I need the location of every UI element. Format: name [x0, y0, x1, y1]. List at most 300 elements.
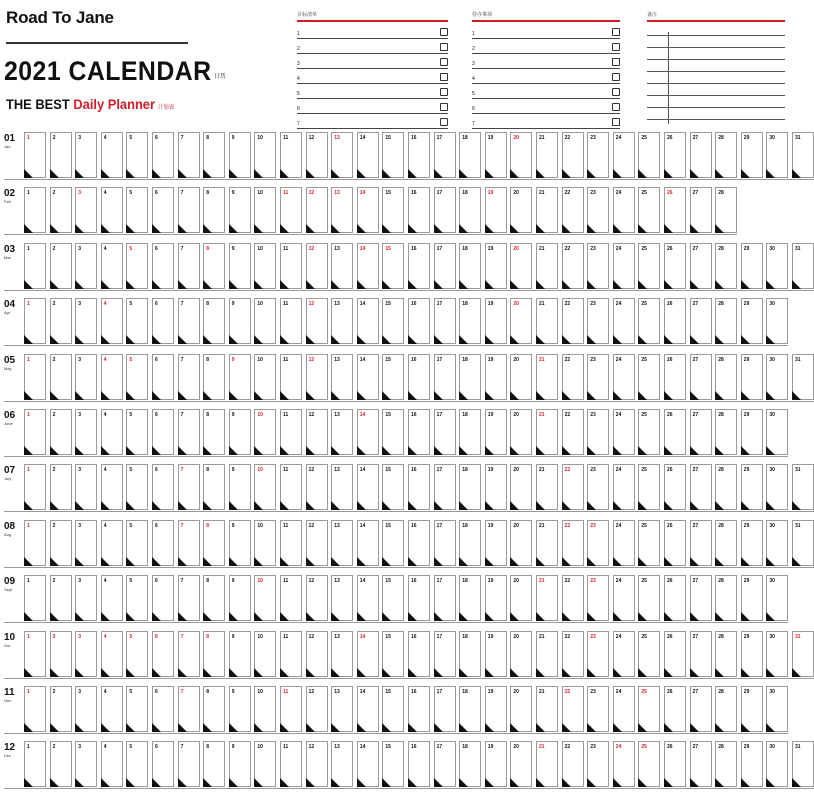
day-cell[interactable] — [766, 520, 788, 566]
day-cell[interactable] — [75, 132, 97, 178]
day-cell[interactable] — [408, 464, 430, 510]
day-cell[interactable] — [229, 354, 251, 400]
day-cell[interactable] — [75, 298, 97, 344]
day-cell[interactable] — [715, 686, 737, 732]
list-line[interactable] — [297, 114, 448, 129]
day-cell[interactable] — [126, 354, 148, 400]
day-cell[interactable] — [254, 298, 276, 344]
day-cell[interactable] — [306, 298, 328, 344]
day-cell[interactable] — [485, 686, 507, 732]
day-cell[interactable] — [24, 298, 46, 344]
day-cell[interactable] — [664, 187, 686, 233]
day-cell[interactable] — [766, 631, 788, 677]
day-cell[interactable] — [638, 520, 660, 566]
day-cell[interactable] — [357, 243, 379, 289]
day-cell[interactable] — [306, 243, 328, 289]
day-cell[interactable] — [792, 132, 814, 178]
day-cell[interactable] — [229, 741, 251, 787]
day-cell[interactable] — [126, 132, 148, 178]
day-cell[interactable] — [613, 575, 635, 621]
day-cell[interactable] — [229, 520, 251, 566]
day-cell[interactable] — [664, 686, 686, 732]
day-cell[interactable] — [562, 298, 584, 344]
day-cell[interactable] — [792, 243, 814, 289]
day-cell[interactable] — [562, 132, 584, 178]
day-cell[interactable] — [229, 409, 251, 455]
day-cell[interactable] — [357, 741, 379, 787]
day-cell[interactable] — [357, 409, 379, 455]
day-cell[interactable] — [203, 575, 225, 621]
day-cell[interactable] — [792, 520, 814, 566]
day-cell[interactable] — [254, 464, 276, 510]
day-cell[interactable] — [664, 132, 686, 178]
list-line[interactable] — [297, 24, 448, 39]
day-cell[interactable] — [792, 741, 814, 787]
day-cell[interactable] — [510, 631, 532, 677]
checkbox-icon[interactable] — [612, 103, 620, 111]
day-cell[interactable] — [408, 187, 430, 233]
day-cell[interactable] — [101, 464, 123, 510]
day-cell[interactable] — [715, 354, 737, 400]
day-cell[interactable] — [357, 298, 379, 344]
list-line[interactable] — [472, 24, 620, 39]
day-cell[interactable] — [178, 631, 200, 677]
day-cell[interactable] — [434, 132, 456, 178]
day-cell[interactable] — [306, 354, 328, 400]
day-cell[interactable] — [741, 520, 763, 566]
day-cell[interactable] — [741, 409, 763, 455]
day-cell[interactable] — [408, 631, 430, 677]
day-cell[interactable] — [331, 354, 353, 400]
day-cell[interactable] — [126, 298, 148, 344]
day-cell[interactable] — [715, 243, 737, 289]
day-cell[interactable] — [229, 243, 251, 289]
day-cell[interactable] — [459, 187, 481, 233]
day-cell[interactable] — [536, 520, 558, 566]
day-cell[interactable] — [690, 298, 712, 344]
day-cell[interactable] — [766, 464, 788, 510]
day-cell[interactable] — [485, 243, 507, 289]
day-cell[interactable] — [485, 631, 507, 677]
day-cell[interactable] — [306, 741, 328, 787]
day-cell[interactable] — [741, 132, 763, 178]
day-cell[interactable] — [24, 354, 46, 400]
checkbox-icon[interactable] — [440, 73, 448, 81]
day-cell[interactable] — [152, 686, 174, 732]
day-cell[interactable] — [613, 464, 635, 510]
day-cell[interactable] — [613, 243, 635, 289]
list-line[interactable] — [472, 54, 620, 69]
day-cell[interactable] — [664, 464, 686, 510]
checkbox-icon[interactable] — [612, 58, 620, 66]
day-cell[interactable] — [203, 520, 225, 566]
day-cell[interactable] — [126, 520, 148, 566]
day-cell[interactable] — [715, 187, 737, 233]
day-cell[interactable] — [101, 575, 123, 621]
checkbox-icon[interactable] — [612, 118, 620, 126]
day-cell[interactable] — [178, 741, 200, 787]
list-line[interactable] — [297, 99, 448, 114]
day-cell[interactable] — [357, 631, 379, 677]
day-cell[interactable] — [331, 741, 353, 787]
day-cell[interactable] — [24, 631, 46, 677]
day-cell[interactable] — [792, 354, 814, 400]
day-cell[interactable] — [510, 187, 532, 233]
day-cell[interactable] — [741, 243, 763, 289]
day-cell[interactable] — [587, 243, 609, 289]
day-cell[interactable] — [690, 575, 712, 621]
list-line[interactable] — [297, 54, 448, 69]
day-cell[interactable] — [382, 354, 404, 400]
day-cell[interactable] — [510, 741, 532, 787]
day-cell[interactable] — [50, 575, 72, 621]
day-cell[interactable] — [254, 354, 276, 400]
day-cell[interactable] — [690, 520, 712, 566]
day-cell[interactable] — [50, 741, 72, 787]
day-cell[interactable] — [408, 741, 430, 787]
day-cell[interactable] — [434, 741, 456, 787]
day-cell[interactable] — [50, 686, 72, 732]
day-cell[interactable] — [408, 243, 430, 289]
day-cell[interactable] — [459, 409, 481, 455]
day-cell[interactable] — [715, 132, 737, 178]
day-cell[interactable] — [306, 409, 328, 455]
day-cell[interactable] — [434, 575, 456, 621]
day-cell[interactable] — [50, 520, 72, 566]
day-cell[interactable] — [357, 187, 379, 233]
day-cell[interactable] — [357, 520, 379, 566]
day-cell[interactable] — [382, 409, 404, 455]
day-cell[interactable] — [766, 298, 788, 344]
day-cell[interactable] — [536, 741, 558, 787]
day-cell[interactable] — [280, 132, 302, 178]
day-cell[interactable] — [331, 631, 353, 677]
day-cell[interactable] — [485, 464, 507, 510]
day-cell[interactable] — [126, 631, 148, 677]
day-cell[interactable] — [434, 631, 456, 677]
day-cell[interactable] — [24, 132, 46, 178]
day-cell[interactable] — [485, 187, 507, 233]
day-cell[interactable] — [306, 686, 328, 732]
day-cell[interactable] — [562, 409, 584, 455]
day-cell[interactable] — [510, 298, 532, 344]
day-cell[interactable] — [613, 741, 635, 787]
day-cell[interactable] — [408, 354, 430, 400]
day-cell[interactable] — [152, 631, 174, 677]
list-line[interactable] — [297, 69, 448, 84]
day-cell[interactable] — [587, 354, 609, 400]
day-cell[interactable] — [562, 464, 584, 510]
day-cell[interactable] — [459, 354, 481, 400]
day-cell[interactable] — [715, 409, 737, 455]
day-cell[interactable] — [510, 686, 532, 732]
day-cell[interactable] — [741, 464, 763, 510]
day-cell[interactable] — [690, 132, 712, 178]
day-cell[interactable] — [203, 298, 225, 344]
day-cell[interactable] — [203, 631, 225, 677]
day-cell[interactable] — [254, 575, 276, 621]
checkbox-icon[interactable] — [440, 58, 448, 66]
day-cell[interactable] — [24, 575, 46, 621]
day-cell[interactable] — [510, 464, 532, 510]
list-line[interactable] — [472, 39, 620, 54]
day-cell[interactable] — [715, 741, 737, 787]
day-cell[interactable] — [638, 187, 660, 233]
day-cell[interactable] — [254, 741, 276, 787]
day-cell[interactable] — [587, 575, 609, 621]
day-cell[interactable] — [50, 354, 72, 400]
day-cell[interactable] — [382, 686, 404, 732]
day-cell[interactable] — [280, 631, 302, 677]
day-cell[interactable] — [178, 132, 200, 178]
day-cell[interactable] — [178, 298, 200, 344]
day-cell[interactable] — [792, 631, 814, 677]
day-cell[interactable] — [280, 409, 302, 455]
day-cell[interactable] — [152, 409, 174, 455]
day-cell[interactable] — [459, 686, 481, 732]
day-cell[interactable] — [715, 575, 737, 621]
day-cell[interactable] — [664, 354, 686, 400]
day-cell[interactable] — [50, 631, 72, 677]
day-cell[interactable] — [715, 520, 737, 566]
day-cell[interactable] — [485, 354, 507, 400]
day-cell[interactable] — [638, 464, 660, 510]
day-cell[interactable] — [101, 741, 123, 787]
day-cell[interactable] — [638, 686, 660, 732]
day-cell[interactable] — [638, 409, 660, 455]
day-cell[interactable] — [613, 298, 635, 344]
day-cell[interactable] — [75, 464, 97, 510]
day-cell[interactable] — [485, 409, 507, 455]
day-cell[interactable] — [203, 354, 225, 400]
day-cell[interactable] — [536, 686, 558, 732]
day-cell[interactable] — [203, 741, 225, 787]
day-cell[interactable] — [152, 520, 174, 566]
day-cell[interactable] — [382, 187, 404, 233]
day-cell[interactable] — [331, 298, 353, 344]
day-cell[interactable] — [434, 187, 456, 233]
day-cell[interactable] — [75, 243, 97, 289]
day-cell[interactable] — [126, 575, 148, 621]
day-cell[interactable] — [178, 187, 200, 233]
day-cell[interactable] — [331, 575, 353, 621]
day-cell[interactable] — [24, 686, 46, 732]
day-cell[interactable] — [664, 520, 686, 566]
day-cell[interactable] — [50, 298, 72, 344]
day-cell[interactable] — [459, 520, 481, 566]
day-cell[interactable] — [254, 520, 276, 566]
day-cell[interactable] — [178, 409, 200, 455]
day-cell[interactable] — [229, 187, 251, 233]
day-cell[interactable] — [229, 686, 251, 732]
day-cell[interactable] — [459, 575, 481, 621]
day-cell[interactable] — [434, 409, 456, 455]
checkbox-icon[interactable] — [440, 88, 448, 96]
day-cell[interactable] — [664, 741, 686, 787]
day-cell[interactable] — [690, 187, 712, 233]
day-cell[interactable] — [536, 575, 558, 621]
day-cell[interactable] — [485, 520, 507, 566]
day-cell[interactable] — [152, 575, 174, 621]
day-cell[interactable] — [638, 354, 660, 400]
checkbox-icon[interactable] — [612, 88, 620, 96]
day-cell[interactable] — [408, 409, 430, 455]
day-cell[interactable] — [536, 354, 558, 400]
list-line[interactable] — [297, 84, 448, 99]
day-cell[interactable] — [280, 575, 302, 621]
day-cell[interactable] — [24, 409, 46, 455]
day-cell[interactable] — [126, 187, 148, 233]
day-cell[interactable] — [664, 575, 686, 621]
day-cell[interactable] — [485, 132, 507, 178]
day-cell[interactable] — [101, 409, 123, 455]
day-cell[interactable] — [485, 741, 507, 787]
day-cell[interactable] — [613, 686, 635, 732]
checkbox-icon[interactable] — [612, 43, 620, 51]
day-cell[interactable] — [690, 631, 712, 677]
day-cell[interactable] — [562, 243, 584, 289]
day-cell[interactable] — [690, 686, 712, 732]
day-cell[interactable] — [587, 464, 609, 510]
day-cell[interactable] — [715, 631, 737, 677]
day-cell[interactable] — [613, 354, 635, 400]
day-cell[interactable] — [382, 464, 404, 510]
day-cell[interactable] — [459, 631, 481, 677]
day-cell[interactable] — [24, 741, 46, 787]
day-cell[interactable] — [203, 187, 225, 233]
list-line[interactable] — [472, 69, 620, 84]
day-cell[interactable] — [178, 686, 200, 732]
day-cell[interactable] — [126, 686, 148, 732]
day-cell[interactable] — [152, 354, 174, 400]
day-cell[interactable] — [126, 409, 148, 455]
day-cell[interactable] — [741, 741, 763, 787]
day-cell[interactable] — [75, 741, 97, 787]
day-cell[interactable] — [101, 132, 123, 178]
checkbox-icon[interactable] — [440, 43, 448, 51]
day-cell[interactable] — [203, 464, 225, 510]
day-cell[interactable] — [178, 354, 200, 400]
day-cell[interactable] — [766, 243, 788, 289]
day-cell[interactable] — [382, 631, 404, 677]
day-cell[interactable] — [587, 132, 609, 178]
day-cell[interactable] — [562, 187, 584, 233]
day-cell[interactable] — [357, 132, 379, 178]
day-cell[interactable] — [766, 686, 788, 732]
day-cell[interactable] — [638, 243, 660, 289]
day-cell[interactable] — [178, 464, 200, 510]
day-cell[interactable] — [766, 354, 788, 400]
day-cell[interactable] — [75, 686, 97, 732]
day-cell[interactable] — [229, 132, 251, 178]
day-cell[interactable] — [434, 298, 456, 344]
day-cell[interactable] — [459, 741, 481, 787]
day-cell[interactable] — [357, 464, 379, 510]
day-cell[interactable] — [24, 520, 46, 566]
day-cell[interactable] — [50, 243, 72, 289]
day-cell[interactable] — [408, 575, 430, 621]
day-cell[interactable] — [280, 520, 302, 566]
day-cell[interactable] — [254, 409, 276, 455]
day-cell[interactable] — [331, 520, 353, 566]
day-cell[interactable] — [126, 464, 148, 510]
day-cell[interactable] — [587, 298, 609, 344]
day-cell[interactable] — [203, 132, 225, 178]
day-cell[interactable] — [75, 575, 97, 621]
day-cell[interactable] — [459, 243, 481, 289]
day-cell[interactable] — [178, 575, 200, 621]
day-cell[interactable] — [613, 187, 635, 233]
day-cell[interactable] — [203, 409, 225, 455]
day-cell[interactable] — [75, 520, 97, 566]
day-cell[interactable] — [229, 464, 251, 510]
day-cell[interactable] — [638, 631, 660, 677]
day-cell[interactable] — [587, 686, 609, 732]
day-cell[interactable] — [510, 409, 532, 455]
day-cell[interactable] — [50, 132, 72, 178]
list-line[interactable] — [472, 84, 620, 99]
day-cell[interactable] — [306, 464, 328, 510]
day-cell[interactable] — [459, 132, 481, 178]
day-cell[interactable] — [126, 243, 148, 289]
day-cell[interactable] — [613, 520, 635, 566]
day-cell[interactable] — [357, 354, 379, 400]
day-cell[interactable] — [382, 243, 404, 289]
day-cell[interactable] — [587, 520, 609, 566]
day-cell[interactable] — [101, 243, 123, 289]
day-cell[interactable] — [331, 686, 353, 732]
day-cell[interactable] — [306, 575, 328, 621]
day-cell[interactable] — [280, 187, 302, 233]
day-cell[interactable] — [331, 132, 353, 178]
day-cell[interactable] — [536, 187, 558, 233]
day-cell[interactable] — [24, 187, 46, 233]
day-cell[interactable] — [562, 631, 584, 677]
day-cell[interactable] — [254, 243, 276, 289]
day-cell[interactable] — [331, 409, 353, 455]
day-cell[interactable] — [741, 575, 763, 621]
day-cell[interactable] — [562, 520, 584, 566]
day-cell[interactable] — [562, 741, 584, 787]
day-cell[interactable] — [510, 243, 532, 289]
day-cell[interactable] — [434, 243, 456, 289]
day-cell[interactable] — [434, 354, 456, 400]
day-cell[interactable] — [638, 132, 660, 178]
day-cell[interactable] — [229, 631, 251, 677]
day-cell[interactable] — [254, 132, 276, 178]
day-cell[interactable] — [75, 409, 97, 455]
day-cell[interactable] — [587, 741, 609, 787]
day-cell[interactable] — [229, 575, 251, 621]
day-cell[interactable] — [280, 741, 302, 787]
day-cell[interactable] — [75, 354, 97, 400]
day-cell[interactable] — [459, 298, 481, 344]
day-cell[interactable] — [613, 631, 635, 677]
day-cell[interactable] — [101, 298, 123, 344]
day-cell[interactable] — [382, 575, 404, 621]
day-cell[interactable] — [587, 631, 609, 677]
day-cell[interactable] — [178, 520, 200, 566]
day-cell[interactable] — [664, 631, 686, 677]
day-cell[interactable] — [280, 298, 302, 344]
day-cell[interactable] — [562, 354, 584, 400]
day-cell[interactable] — [510, 520, 532, 566]
day-cell[interactable] — [280, 686, 302, 732]
day-cell[interactable] — [536, 132, 558, 178]
day-cell[interactable] — [562, 575, 584, 621]
day-cell[interactable] — [203, 243, 225, 289]
day-cell[interactable] — [331, 187, 353, 233]
